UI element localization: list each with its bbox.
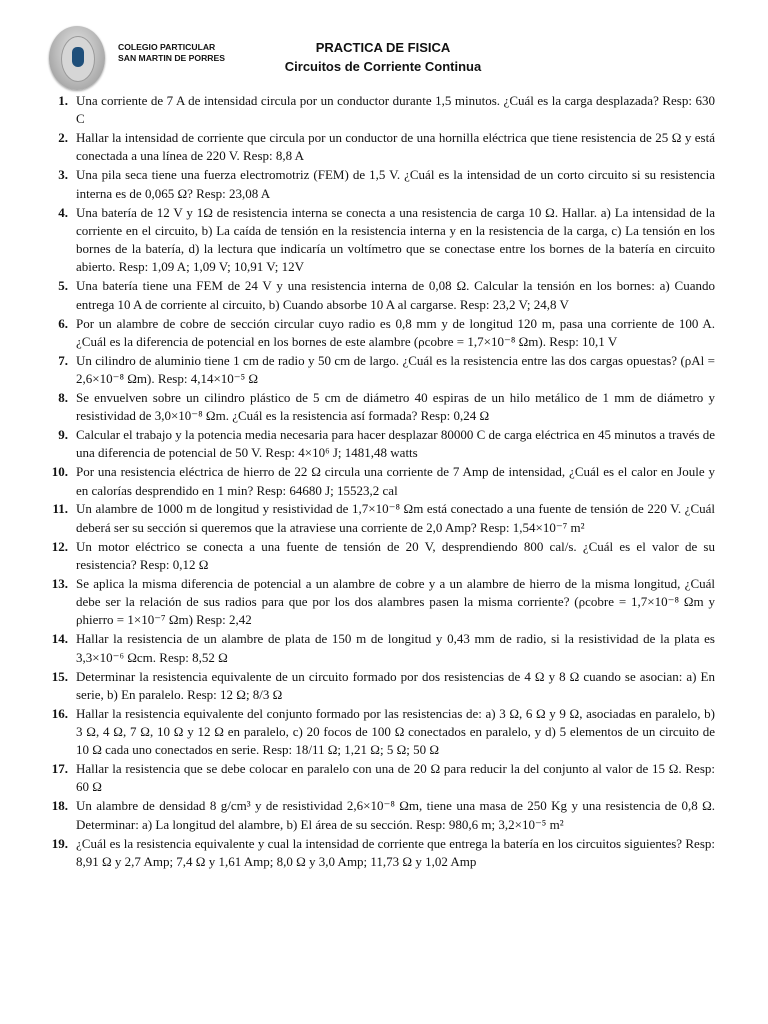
problem-text: Una pila seca tiene una fuerza electromotriz (FEM) de 1,5 V. ¿Cuál es la intensidad de un corto circuito si su resistencia interna es de 0,065 Ω? Resp: 23,08 A — [76, 167, 715, 201]
problem-text: Un motor eléctrico se conecta a una fuente de tensión de 20 V, desprendiendo 800 cal/s. ¿Cuál es el valor de su resistencia? Resp: 0,12 Ω — [76, 538, 715, 572]
problem-item — [0, 166, 768, 203]
problem-number: 1. — [58, 93, 68, 108]
problem-number: 18. — [51, 798, 68, 814]
problem-number: 14. — [51, 631, 68, 647]
problem-item — [0, 315, 768, 352]
problem-number: 2. — [58, 130, 68, 146]
school-name-line2: SAN MARTIN DE PORRES — [118, 53, 225, 63]
problem-text: Un alambre de densidad 8 g/cm³ y de resistividad 2,6×10⁻⁸ Ωm, tiene una masa de 250 Kg y una resistencia de 0,8 Ω. Determinar: a) La longitud del alambre, b) El área de su sección. Resp: 980,6 m; 3,2×10⁻⁵ m² — [76, 798, 715, 832]
problem-number: 16. — [51, 705, 68, 721]
problem-text: Hallar la resistencia de un alambre de plata de 150 m de longitud y 0,43 mm de radio, si la resistividad de la plata es 3,3×10⁻⁶ Ωcm. Resp: 8,52 Ω — [76, 631, 715, 665]
problem-text: Hallar la resistencia que se debe colocar en paralelo con una de 20 Ω para reducir la del conjunto al valor de 15 Ω. Resp: 60 Ω — [76, 761, 715, 795]
school-name — [118, 42, 225, 64]
problem-item — [0, 352, 768, 389]
shield-icon — [72, 47, 84, 67]
problem-number: 12. — [51, 538, 68, 554]
problem-text: Un cilindro de aluminio tiene 1 cm de radio y 50 cm de largo. ¿Cuál es la resistencia entre las dos cargas opuestas? (ρAl = 2,6×10⁻⁸ Ωm). Resp: 4,14×10⁻⁵ Ω — [76, 352, 715, 387]
problem-number: 7. — [58, 352, 68, 368]
document-header — [0, 22, 768, 94]
page-subtitle: Circuitos de Corriente Continua — [284, 59, 482, 74]
problem-number: 3. — [58, 167, 68, 183]
problem-number: 8. — [58, 389, 68, 405]
title-block — [233, 38, 533, 76]
problem-item — [0, 668, 768, 705]
problem-number: 11. — [52, 501, 68, 517]
school-logo-icon — [49, 26, 105, 90]
problem-text: Determinar la resistencia equivalente de un circuito formado por dos resistencias de 4 Ω y 8 Ω cuando se asocian: a) En serie, b) En paralelo. Resp: 12 Ω; 8/3 Ω — [76, 668, 715, 702]
problem-number: 19. — [51, 835, 68, 851]
problem-item — [0, 500, 768, 537]
problem-item — [0, 129, 768, 166]
problem-number: 4. — [58, 204, 68, 220]
problem-text: Una batería tiene una FEM de 24 V y una resistencia interna de 0,08 Ω. Calcular la tensión en los bornes: a) Cuando entrega 10 A de corriente al circuito, b) Cuando absorbe 10 A al cargarse. Resp: 23,2 V; 24,8 V — [76, 278, 715, 312]
problem-item — [0, 463, 768, 500]
problem-item — [0, 426, 768, 463]
problem-item — [0, 92, 768, 129]
school-name-line1: COLEGIO PARTICULAR — [118, 42, 216, 52]
problem-text: Hallar la resistencia equivalente del conjunto formado por las resistencias de: a) 3 Ω, 6 Ω y 9 Ω, asociadas en paralelo, b) 3 Ω, 4 Ω, 7 Ω, 10 Ω y 12 Ω en paralelo, c) 20 focos de 100 Ω conectados en paralelo, y d) 5 elementos de un circuito de 10 Ω cada uno conectados en serie. Resp: 18/11 Ω; 1,21 Ω; 5 Ω; 50 Ω — [76, 705, 715, 758]
problem-text: Una corriente de 7 A de intensidad circula por un conductor durante 1,5 minutos. ¿Cuál es la carga desplazada? Resp: 630 C — [76, 93, 715, 127]
problem-number: 5. — [58, 278, 68, 294]
problem-list — [0, 92, 768, 872]
logo-emblem — [61, 36, 95, 82]
problem-item — [0, 760, 768, 797]
problem-text: Por un alambre de cobre de sección circular cuyo radio es 0,8 mm y de longitud 120 m, pasa una corriente de 100 A. ¿Cuál es la diferencia de potencial en los bornes de este alambre (ρcobre = 1,7×10⁻⁸ Ωm). Resp: 10,1 V — [76, 315, 715, 349]
problem-item — [0, 389, 768, 426]
problem-item — [0, 575, 768, 630]
problem-text: Calcular el trabajo y la potencia media necesaria para hacer desplazar 80000 C de carga eléctrica en 45 minutos a través de una diferencia de potencial de 50 V. Resp: 4×10⁶ J; 1481,48 watts — [76, 427, 715, 461]
problem-text: Una batería de 12 V y 1Ω de resistencia interna se conecta a una resistencia de carga 10 Ω. Hallar. a) La intensidad de la corriente en el circuito, b) La caída de tensión en la resistencia interna y en la resistencia de la carga, c) La tensión en los bornes de la batería, d) la lectura que indicaría un voltímetro que se conectase entre los bornes de la batería en circuito abierto. Resp: 1,09 A; 1,09 V; 10,91 V; 12V — [76, 204, 715, 275]
problem-text: Se aplica la misma diferencia de potencial a un alambre de cobre y a un alambre de hierro de la misma longitud, ¿Cuál debe ser la relación de sus radios para que por los dos alambres pasen la misma corriente? (ρcobre = 1,7×10⁻⁸ Ωm y ρhierro = 1×10⁻⁷ Ωm) Resp: 2,42 — [76, 575, 715, 628]
problem-item — [0, 797, 768, 834]
problem-number: 10. — [51, 464, 68, 480]
problem-number: 17. — [51, 761, 68, 777]
problem-item — [0, 705, 768, 760]
problem-item — [0, 835, 768, 872]
problem-text: Por una resistencia eléctrica de hierro de 22 Ω circula una corriente de 7 Amp de intensidad, ¿Cuál es el calor en Joule y en calorías desprendido en 1 min? Resp: 64680 J; 15523,2 cal — [76, 464, 715, 498]
page-title: PRACTICA DE FISICA — [315, 40, 451, 55]
problem-item — [0, 630, 768, 667]
problem-item — [0, 204, 768, 277]
problem-number: 13. — [51, 575, 68, 591]
problem-number: 15. — [51, 668, 68, 684]
problem-item — [0, 277, 768, 314]
problem-number: 6. — [58, 315, 68, 331]
problem-text: Un alambre de 1000 m de longitud y resistividad de 1,7×10⁻⁸ Ωm está conectado a una fuente de tensión de 220 V. ¿Cuál deberá ser su sección si queremos que la atraviese una corriente de 2,0 Amp? Resp: 1,54×10⁻⁷ m² — [76, 501, 715, 535]
problem-item — [0, 538, 768, 575]
problem-text: Hallar la intensidad de corriente que circula por un conductor de una hornilla eléctrica que tiene resistencia de 25 Ω y está conectada a una línea de 220 V. Resp: 8,8 A — [76, 130, 715, 164]
problem-text: ¿Cuál es la resistencia equivalente y cual la intensidad de corriente que entrega la batería en los circuitos siguientes? Resp: 8,91 Ω y 2,7 Amp; 7,4 Ω y 1,61 Amp; 8,0 Ω y 3,0 Amp; 11,73 Ω y 1,02 Amp — [76, 835, 715, 869]
problem-text: Se envuelven sobre un cilindro plástico de 5 cm de diámetro 40 espiras de un hilo metálico de 1 mm de diámetro y resistividad de 3,0×10⁻⁸ Ωm. ¿Cuál es la resistencia así formada? Resp: 0,24 Ω — [76, 389, 715, 424]
problem-number: 9. — [58, 427, 68, 443]
